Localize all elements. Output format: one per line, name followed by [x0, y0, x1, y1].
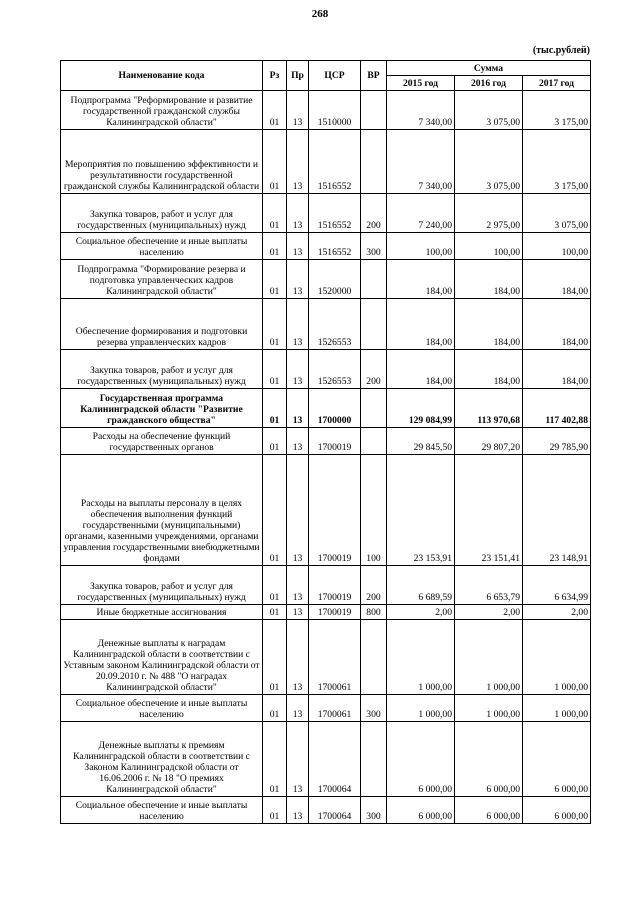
row-pr: 13 — [287, 389, 309, 428]
row-csr: 1700019 — [309, 566, 361, 605]
row-csr: 1700064 — [309, 722, 361, 797]
row-sum-2017: 6 000,00 — [523, 797, 591, 824]
row-vr: 300 — [361, 695, 387, 722]
row-sum-2017: 100,00 — [523, 233, 591, 260]
table-body — [61, 91, 591, 824]
row-sum-2016: 100,00 — [455, 233, 523, 260]
row-sum-2016: 23 151,41 — [455, 455, 523, 566]
row-pr: 13 — [287, 722, 309, 797]
row-sum-2017: 1 000,00 — [523, 620, 591, 695]
row-vr — [361, 428, 387, 455]
row-sum-2015: 184,00 — [387, 260, 455, 299]
row-rz: 01 — [263, 260, 287, 299]
row-sum-2017: 29 785,90 — [523, 428, 591, 455]
row-name: Денежные выплаты к наградам Калининградской области в соответствии с Уставным законом Калининградской области от 20.09.2010 г. № 488 "О наградах Калининградской области" — [61, 620, 263, 695]
row-sum-2015: 29 845,50 — [387, 428, 455, 455]
row-rz: 01 — [263, 389, 287, 428]
row-pr: 13 — [287, 566, 309, 605]
row-sum-2017: 6 000,00 — [523, 722, 591, 797]
row-sum-2015: 6 689,59 — [387, 566, 455, 605]
row-sum-2017: 2,00 — [523, 605, 591, 620]
row-rz: 01 — [263, 605, 287, 620]
table-row — [61, 455, 591, 566]
row-rz: 01 — [263, 797, 287, 824]
row-vr: 300 — [361, 233, 387, 260]
header-2015: 2015 год — [387, 76, 455, 91]
row-name: Обеспечение формирования и подготовки резерва управленческих кадров — [61, 299, 263, 350]
row-sum-2017: 184,00 — [523, 299, 591, 350]
row-pr: 13 — [287, 797, 309, 824]
row-pr: 13 — [287, 605, 309, 620]
row-sum-2015: 7 340,00 — [387, 130, 455, 194]
row-sum-2015: 23 153,91 — [387, 455, 455, 566]
row-sum-2017: 3 175,00 — [523, 91, 591, 130]
header-pr: Пр — [287, 61, 309, 91]
row-name: Расходы на обеспечение функций государственных органов — [61, 428, 263, 455]
row-rz: 01 — [263, 620, 287, 695]
row-name: Закупка товаров, работ и услуг для государственных (муниципальных) нужд — [61, 194, 263, 233]
row-csr: 1516552 — [309, 130, 361, 194]
row-rz: 01 — [263, 233, 287, 260]
row-name: Закупка товаров, работ и услуг для государственных (муниципальных) нужд — [61, 566, 263, 605]
row-rz: 01 — [263, 91, 287, 130]
table-row — [61, 91, 591, 130]
row-sum-2016: 6 000,00 — [455, 797, 523, 824]
unit-note: (тыс.рублей) — [532, 45, 590, 56]
row-sum-2016: 113 970,68 — [455, 389, 523, 428]
table-row — [61, 389, 591, 428]
row-pr: 13 — [287, 299, 309, 350]
row-sum-2017: 3 075,00 — [523, 194, 591, 233]
row-csr: 1520000 — [309, 260, 361, 299]
row-sum-2015: 184,00 — [387, 299, 455, 350]
row-pr: 13 — [287, 455, 309, 566]
row-vr: 100 — [361, 455, 387, 566]
row-rz: 01 — [263, 428, 287, 455]
row-sum-2015: 7 340,00 — [387, 91, 455, 130]
row-name: Государственная программа Калининградской области "Развитие гражданского общества" — [61, 389, 263, 428]
row-sum-2016: 3 075,00 — [455, 130, 523, 194]
table-row — [61, 260, 591, 299]
row-pr: 13 — [287, 130, 309, 194]
row-vr — [361, 620, 387, 695]
table-row — [61, 797, 591, 824]
row-name: Расходы на выплаты персоналу в целях обеспечения выполнения функций государственными (муниципальными) органами, казенными учреждениями, органами управления государственными внебюджетными фондами — [61, 455, 263, 566]
row-sum-2016: 2 975,00 — [455, 194, 523, 233]
row-csr: 1510000 — [309, 91, 361, 130]
row-rz: 01 — [263, 695, 287, 722]
row-pr: 13 — [287, 194, 309, 233]
row-sum-2017: 184,00 — [523, 350, 591, 389]
row-name: Социальное обеспечение и иные выплаты населению — [61, 233, 263, 260]
table-header — [61, 61, 591, 91]
row-sum-2016: 2,00 — [455, 605, 523, 620]
row-sum-2017: 3 175,00 — [523, 130, 591, 194]
row-sum-2016: 3 075,00 — [455, 91, 523, 130]
row-csr: 1700064 — [309, 797, 361, 824]
table-row — [61, 350, 591, 389]
row-vr: 300 — [361, 797, 387, 824]
row-vr — [361, 299, 387, 350]
row-rz: 01 — [263, 299, 287, 350]
table-row — [61, 620, 591, 695]
row-vr — [361, 722, 387, 797]
row-sum-2016: 6 653,79 — [455, 566, 523, 605]
budget-table — [60, 60, 591, 824]
row-pr: 13 — [287, 695, 309, 722]
row-sum-2016: 184,00 — [455, 350, 523, 389]
row-pr: 13 — [287, 620, 309, 695]
row-name: Социальное обеспечение и иные выплаты населению — [61, 695, 263, 722]
row-rz: 01 — [263, 566, 287, 605]
row-rz: 01 — [263, 194, 287, 233]
header-2016: 2016 год — [455, 76, 523, 91]
row-sum-2017: 184,00 — [523, 260, 591, 299]
row-csr: 1526553 — [309, 350, 361, 389]
table-row — [61, 233, 591, 260]
row-sum-2015: 7 240,00 — [387, 194, 455, 233]
row-sum-2017: 1 000,00 — [523, 695, 591, 722]
row-vr — [361, 260, 387, 299]
row-csr: 1526553 — [309, 299, 361, 350]
row-name: Подпрограмма "Реформирование и развитие государственной гражданской службы Калининградской области" — [61, 91, 263, 130]
row-sum-2016: 184,00 — [455, 299, 523, 350]
row-sum-2015: 6 000,00 — [387, 797, 455, 824]
row-vr: 200 — [361, 350, 387, 389]
row-sum-2017: 23 148,91 — [523, 455, 591, 566]
row-csr: 1700019 — [309, 605, 361, 620]
row-sum-2015: 1 000,00 — [387, 620, 455, 695]
row-rz: 01 — [263, 455, 287, 566]
row-csr: 1700019 — [309, 428, 361, 455]
row-vr — [361, 91, 387, 130]
row-vr: 200 — [361, 194, 387, 233]
row-vr — [361, 130, 387, 194]
header-vr: ВР — [361, 61, 387, 91]
row-rz: 01 — [263, 130, 287, 194]
row-sum-2015: 2,00 — [387, 605, 455, 620]
row-csr: 1700061 — [309, 620, 361, 695]
row-vr: 200 — [361, 566, 387, 605]
header-2017: 2017 год — [523, 76, 591, 91]
row-pr: 13 — [287, 233, 309, 260]
row-pr: 13 — [287, 350, 309, 389]
row-name: Социальное обеспечение и иные выплаты населению — [61, 797, 263, 824]
row-sum-2017: 6 634,99 — [523, 566, 591, 605]
row-csr: 1516552 — [309, 233, 361, 260]
row-pr: 13 — [287, 260, 309, 299]
row-sum-2016: 184,00 — [455, 260, 523, 299]
row-sum-2016: 1 000,00 — [455, 620, 523, 695]
row-pr: 13 — [287, 428, 309, 455]
row-sum-2015: 1 000,00 — [387, 695, 455, 722]
row-name: Денежные выплаты к премиям Калининградской области в соответствии с Законом Калининградской области от 16.06.2006 г. № 18 "О премиях Калининградской области" — [61, 722, 263, 797]
row-sum-2016: 29 807,20 — [455, 428, 523, 455]
row-vr: 800 — [361, 605, 387, 620]
table-row — [61, 605, 591, 620]
row-sum-2015: 129 084,99 — [387, 389, 455, 428]
row-rz: 01 — [263, 722, 287, 797]
row-name: Подпрограмма "Формирование резерва и подготовка управленческих кадров Калининградской области" — [61, 260, 263, 299]
row-rz: 01 — [263, 350, 287, 389]
table-row — [61, 299, 591, 350]
header-rz: Рз — [263, 61, 287, 91]
table-row — [61, 695, 591, 722]
table-row — [61, 130, 591, 194]
row-name: Иные бюджетные ассигнования — [61, 605, 263, 620]
row-pr: 13 — [287, 91, 309, 130]
row-sum-2015: 100,00 — [387, 233, 455, 260]
table-row — [61, 566, 591, 605]
row-name: Закупка товаров, работ и услуг для государственных (муниципальных) нужд — [61, 350, 263, 389]
row-csr: 1700019 — [309, 455, 361, 566]
row-sum-2016: 1 000,00 — [455, 695, 523, 722]
row-sum-2015: 6 000,00 — [387, 722, 455, 797]
header-sum: Сумма — [387, 61, 591, 76]
row-name: Мероприятия по повышению эффективности и результативности государственной гражданской службы Калининградской области — [61, 130, 263, 194]
row-csr: 1516552 — [309, 194, 361, 233]
row-csr: 1700000 — [309, 389, 361, 428]
table-row — [61, 194, 591, 233]
table-row — [61, 428, 591, 455]
page-number: 268 — [311, 8, 329, 20]
table-row — [61, 722, 591, 797]
row-sum-2015: 184,00 — [387, 350, 455, 389]
row-sum-2016: 6 000,00 — [455, 722, 523, 797]
header-name: Наименование кода — [61, 61, 263, 91]
row-csr: 1700061 — [309, 695, 361, 722]
row-vr — [361, 389, 387, 428]
row-sum-2017: 117 402,88 — [523, 389, 591, 428]
header-csr: ЦСР — [309, 61, 361, 91]
